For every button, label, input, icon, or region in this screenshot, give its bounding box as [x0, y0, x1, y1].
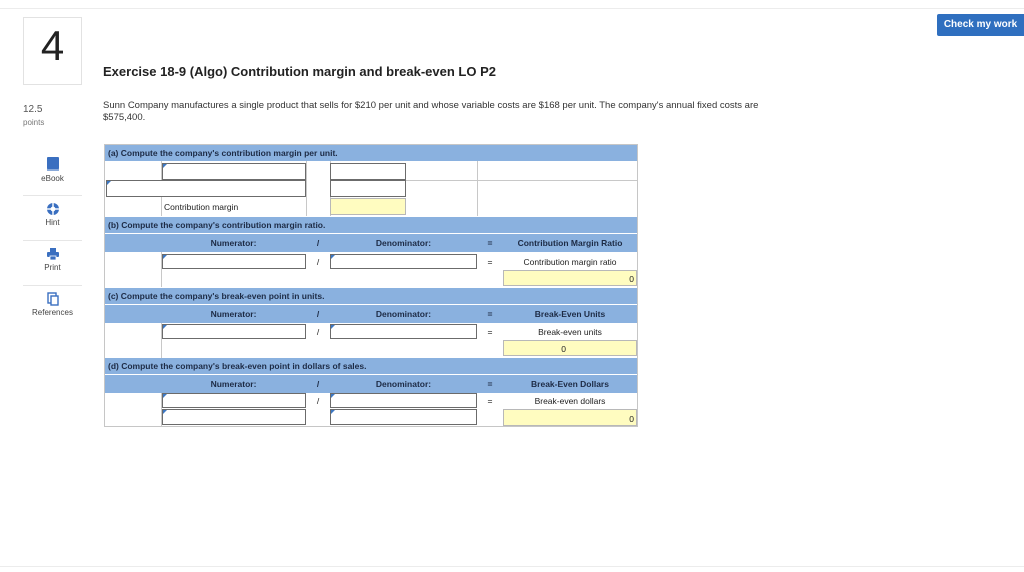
d-denominator-input[interactable] — [330, 393, 477, 408]
sidebar — [23, 150, 82, 330]
c-equals: = — [487, 327, 493, 337]
b-result-label: Contribution margin ratio — [523, 257, 617, 267]
c-result-value: 0 — [561, 344, 566, 354]
d-result-output — [503, 409, 637, 426]
section-a-title: (a) Compute the company's contribution margin per unit. — [105, 145, 637, 161]
sidebar-item-label: Print — [44, 263, 61, 272]
b-result-output — [503, 270, 637, 286]
b-numerator-header: Numerator: — [161, 234, 306, 252]
points-value: 12.5 — [23, 104, 43, 115]
book-icon — [46, 156, 60, 172]
section-d-title: (d) Compute the company's break-even point in dollars of sales. — [105, 358, 637, 374]
section-b-title: (b) Compute the company's contribution margin ratio. — [105, 217, 637, 233]
c-result-label: Break-even units — [538, 327, 602, 337]
b-equals: = — [487, 257, 493, 267]
b-slash-header: / — [306, 234, 330, 252]
d-numerator-input-2[interactable] — [162, 409, 306, 425]
a-label-input-2[interactable] — [106, 180, 306, 197]
check-my-work-button[interactable]: Check my work — [937, 14, 1024, 36]
question-number: 4 — [40, 22, 65, 69]
b-equals-header: = — [477, 234, 503, 252]
c-equals-header: = — [477, 305, 503, 323]
a-amount-input-1[interactable] — [330, 163, 406, 180]
sidebar-item-label: References — [32, 308, 73, 317]
c-denominator-header: Denominator: — [330, 305, 477, 323]
a-result-label: Contribution margin — [164, 202, 239, 212]
b-result-header: Contribution Margin Ratio — [503, 234, 637, 252]
question-description: Sunn Company manufactures a single product that sells for $210 per unit and whose variable costs are $168 per unit. The company's annual fixed costs are $575,400. — [103, 100, 759, 123]
divider — [306, 161, 307, 216]
top-divider — [0, 8, 1024, 9]
sidebar-item-ebook[interactable] — [23, 150, 82, 195]
a-contribution-margin-output — [330, 198, 406, 215]
d-denominator-input-2[interactable] — [330, 409, 477, 425]
d-result-label: Break-even dollars — [534, 396, 606, 406]
points-label: points — [23, 118, 45, 127]
worksheet-table — [104, 144, 638, 427]
d-numerator-header: Numerator: — [161, 375, 306, 393]
d-slash-header: / — [306, 375, 330, 393]
d-equals: = — [487, 396, 493, 406]
c-slash-header: / — [306, 305, 330, 323]
sidebar-item-references[interactable] — [23, 285, 82, 330]
section-c-title: (c) Compute the company's break-even point in units. — [105, 288, 637, 304]
sidebar-item-print[interactable] — [23, 240, 82, 285]
page-title: Exercise 18-9 (Algo) Contribution margin and break-even LO P2 — [103, 64, 496, 79]
b-denominator-header: Denominator: — [330, 234, 477, 252]
sidebar-item-hint[interactable] — [23, 195, 82, 240]
d-numerator-input[interactable] — [162, 393, 306, 408]
divider — [477, 161, 478, 216]
d-result-header: Break-Even Dollars — [503, 375, 637, 393]
c-slash: / — [316, 327, 320, 337]
b-denominator-input[interactable] — [330, 254, 477, 269]
c-denominator-input[interactable] — [330, 324, 477, 339]
a-label-input-1[interactable] — [162, 163, 306, 180]
d-result-value: 0 — [629, 414, 634, 424]
c-numerator-input[interactable] — [162, 324, 306, 339]
printer-icon — [46, 247, 60, 261]
c-numerator-header: Numerator: — [161, 305, 306, 323]
sidebar-item-label: Hint — [45, 218, 60, 227]
sidebar-item-label: eBook — [41, 174, 64, 183]
b-result-value: 0 — [629, 274, 634, 284]
copy-icon — [46, 292, 60, 306]
bottom-divider — [0, 566, 1024, 567]
b-numerator-input[interactable] — [162, 254, 306, 269]
d-slash: / — [316, 396, 320, 406]
c-result-header: Break-Even Units — [503, 305, 637, 323]
d-denominator-header: Denominator: — [330, 375, 477, 393]
b-slash: / — [316, 257, 320, 267]
c-result-output — [503, 340, 637, 356]
d-equals-header: = — [477, 375, 503, 393]
divider — [406, 180, 637, 181]
lifebuoy-icon — [46, 202, 60, 216]
a-amount-input-2[interactable] — [330, 180, 406, 197]
